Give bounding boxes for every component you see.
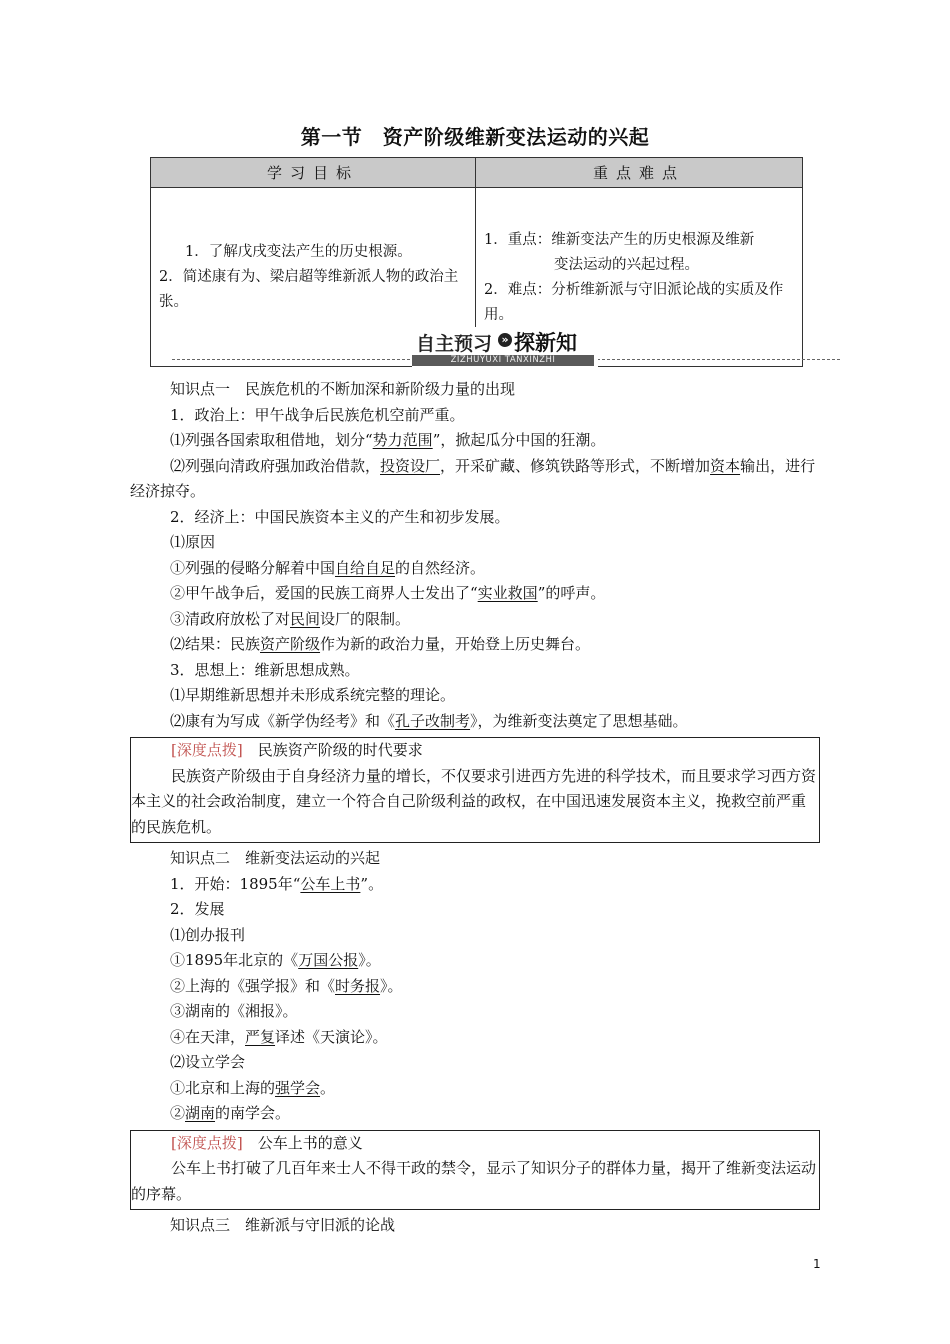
insight-box-text: 民族资产阶级由于自身经济力量的增长，不仅要求引进西方先进的科学技术，而且要求学习西方资本主义的社会政治制度，建立一个符合自己阶级利益的政权，在中国迅速发展资本主义，挽救空前严重的民族危机。	[131, 766, 817, 836]
banner-left-text: 自主预习	[416, 333, 493, 355]
paragraph: 1．政治上：甲午战争后民族危机空前严重。	[170, 405, 465, 424]
difficult-point-line: 2．难点：分析维新派与守旧派论战的实质及作用。	[484, 282, 784, 323]
knowledge-point-1-heading: 知识点一 民族危机的不断加深和新阶级力量的出现	[170, 380, 516, 398]
knowledge-point-2-heading: 知识点二 维新变法运动的兴起	[170, 849, 381, 867]
paragraph: 3．思想上：维新思想成熟。	[170, 660, 360, 679]
objectives-header-left: 学习目标	[151, 158, 476, 188]
paragraph: 1．开始：1895年“公车上书”。	[170, 874, 384, 893]
section-title: 第一节 资产阶级维新变法运动的兴起	[300, 125, 650, 149]
paragraph: ⑴创办报刊	[170, 925, 246, 944]
paragraph: ②甲午战争后，爱国的民族工商界人士发出了“实业救国”的呼声。	[170, 584, 606, 602]
banner-right-text: 探新知	[514, 331, 577, 355]
insight-tag: [深度点拨]	[171, 1133, 243, 1152]
insight-box-2	[130, 1130, 820, 1211]
objectives-header-right: 重点难点	[476, 158, 803, 188]
paragraph: ③清政府放松了对民间设厂的限制。	[170, 609, 411, 628]
paragraph: ④在天津，严复译述《天演论》。	[170, 1027, 388, 1046]
insight-tag: [深度点拨]	[171, 741, 243, 759]
goal-line-2: 2．简述康有为、梁启超等维新派人物的政治主张。	[159, 268, 459, 310]
paragraph: ①列强的侵略分解着中国自给自足的自然经济。	[170, 558, 486, 577]
paragraph: ②上海的《强学报》和《时务报》。	[170, 976, 403, 995]
banner-pinyin: ZIZHUYUXI TANXINZHI	[412, 355, 594, 366]
paragraph: 2．发展	[170, 900, 225, 918]
key-point-line-1: 1．重点：维新变法产生的历史根源及维新	[484, 232, 755, 248]
insight-box-title: [深度点拨] 公车上书的意义	[171, 1133, 363, 1152]
key-point-line-2: 变法运动的兴起过程。	[554, 257, 699, 273]
paragraph: ③湖南的《湘报》。	[170, 1002, 298, 1020]
paragraph: ①北京和上海的强学会。	[170, 1078, 336, 1097]
paragraph: ⑴原因	[170, 533, 216, 551]
content-body	[130, 377, 820, 1239]
paragraph: ⑴早期维新思想并未形成系统完整的理论。	[170, 686, 456, 704]
page-number: 1	[813, 1257, 821, 1271]
insight-box-text: 公车上书打破了几百年来士人不得干政的禁令，显示了知识分子的群体力量，揭开了维新变法运动的序幕。	[131, 1159, 817, 1203]
paragraph: 2．经济上：中国民族资本主义的产生和初步发展。	[170, 507, 510, 526]
goal-line-1: 1．了解戊戌变法产生的历史根源。	[185, 243, 412, 260]
preview-banner	[172, 327, 840, 367]
insight-box-1	[130, 737, 820, 843]
paragraph: ⑵列强向清政府强加政治借款，投资设厂，开采矿藏、修筑铁路等形式，不断增加资本输出，进行经济掠夺。	[130, 456, 816, 500]
paragraph: ⑵设立学会	[170, 1053, 246, 1071]
paragraph: ⑵结果：民族资产阶级作为新的政治力量，开始登上历史舞台。	[170, 635, 591, 653]
insight-box-title: [深度点拨] 民族资产阶级的时代要求	[171, 741, 423, 759]
knowledge-point-3-heading: 知识点三 维新派与守旧派的论战	[170, 1216, 396, 1234]
paragraph: ⑵康有为写成《新学伪经考》和《孔子改制考》，为维新变法奠定了思想基础。	[170, 711, 688, 730]
chevron-right-icon: »	[498, 333, 512, 347]
paragraph: ②湖南的南学会。	[170, 1104, 291, 1122]
paragraph: ①1895年北京的《万国公报》。	[170, 951, 381, 969]
paragraph: ⑴列强各国索取租借地，划分“势力范围”，掀起瓜分中国的狂潮。	[170, 431, 606, 449]
